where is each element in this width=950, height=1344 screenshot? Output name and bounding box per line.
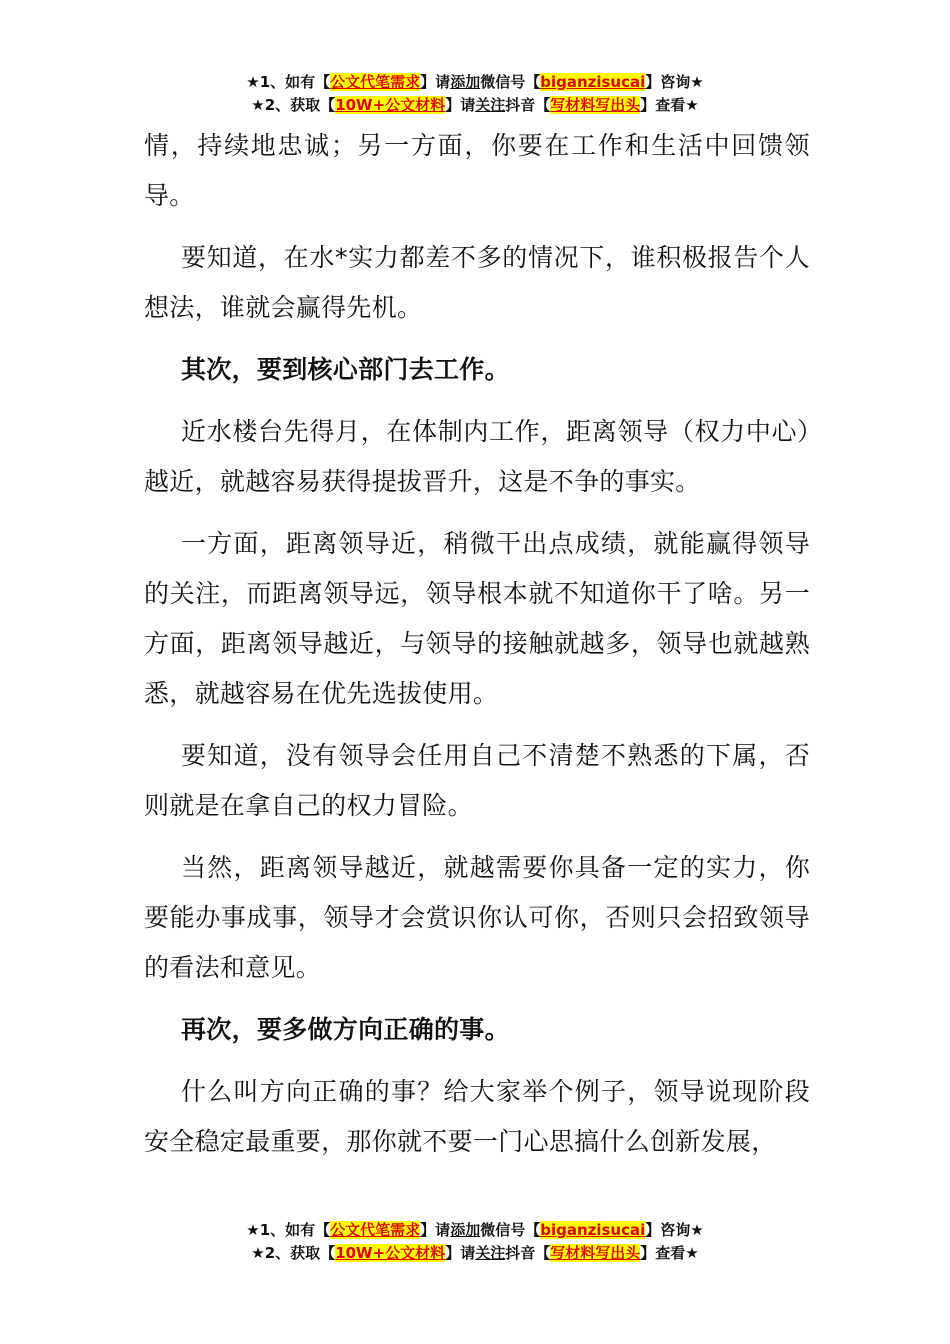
header-line-1-text-2: 微信号【 — [480, 73, 541, 91]
douyin-account-highlight: 写材料写出头 — [550, 96, 641, 114]
materials-highlight: 10W+公文材料 — [335, 96, 446, 114]
paragraph: 什么叫方向正确的事？给大家举个例子，领导说现阶段安全稳定最重要，那你就不要一门心思搞什么创新发展， — [144, 1077, 810, 1156]
header-line-2-prefix: ★2、获取【 — [251, 96, 336, 114]
header-line-2-underlined: 关注 — [475, 96, 506, 114]
footer-banner — [0, 1219, 950, 1265]
header-line-2 — [0, 94, 950, 117]
footer-line-1-text: 】请 — [420, 1221, 451, 1239]
footer-line-2-text: 】请 — [445, 1244, 476, 1262]
header-line-1-underlined: 添加 — [450, 73, 481, 91]
header-line-1-prefix: ★1、如有【 — [246, 73, 331, 91]
footer-line-2-underlined: 关注 — [475, 1244, 506, 1262]
paragraph: 情，持续地忠诚；另一方面，你要在工作和生活中回馈领导。 — [144, 131, 810, 210]
service-highlight: 公文代笔需求 — [330, 1221, 421, 1239]
header-banner — [0, 71, 950, 117]
document-body — [144, 121, 810, 1179]
service-highlight: 公文代笔需求 — [330, 73, 421, 91]
paragraph: 当然，距离领导越近，就越需要你具备一定的实力，你要能办事成事，领导才会赏识你认可你，否则只会招致领导的看法和意见。 — [144, 853, 810, 982]
footer-line-2-prefix: ★2、获取【 — [251, 1244, 336, 1262]
header-line-2-suffix: 】查看★ — [640, 96, 699, 114]
materials-highlight: 10W+公文材料 — [335, 1244, 446, 1262]
header-line-1-text: 】请 — [420, 73, 451, 91]
paragraph: 近水楼台先得月，在体制内工作，距离领导（权力中心）越近，就越容易获得提拔晋升，这是不争的事实。 — [144, 417, 810, 496]
header-line-1-suffix: 】咨询★ — [645, 73, 704, 91]
header-line-2-text-2: 抖音【 — [505, 96, 551, 114]
wechat-id-highlight: biganzisucai — [540, 73, 646, 91]
footer-line-2-suffix: 】查看★ — [640, 1244, 699, 1262]
section-heading: 再次，要多做方向正确的事。 — [181, 1015, 510, 1044]
footer-line-2-text-2: 抖音【 — [505, 1244, 551, 1262]
wechat-id-highlight: biganzisucai — [540, 1221, 646, 1239]
footer-line-1 — [0, 1219, 950, 1242]
paragraph: 要知道，没有领导会任用自己不清楚不熟悉的下属，否则就是在拿自己的权力冒险。 — [144, 741, 810, 820]
paragraph: 要知道，在水*实力都差不多的情况下，谁积极报告个人想法，谁就会赢得先机。 — [144, 243, 810, 322]
header-line-1 — [0, 71, 950, 94]
header-line-2-text: 】请 — [445, 96, 476, 114]
paragraph: 一方面，距离领导近，稍微干出点成绩，就能赢得领导的关注，而距离领导远，领导根本就不知道你干了啥。另一方面，距离领导越近，与领导的接触就越多，领导也就越熟悉，就越容易在优先选拔使用。 — [144, 529, 810, 708]
footer-line-1-underlined: 添加 — [450, 1221, 481, 1239]
footer-line-1-prefix: ★1、如有【 — [246, 1221, 331, 1239]
douyin-account-highlight: 写材料写出头 — [550, 1244, 641, 1262]
footer-line-1-text-2: 微信号【 — [480, 1221, 541, 1239]
footer-line-1-suffix: 】咨询★ — [645, 1221, 704, 1239]
section-heading: 其次，要到核心部门去工作。 — [181, 355, 510, 384]
footer-line-2 — [0, 1242, 950, 1265]
